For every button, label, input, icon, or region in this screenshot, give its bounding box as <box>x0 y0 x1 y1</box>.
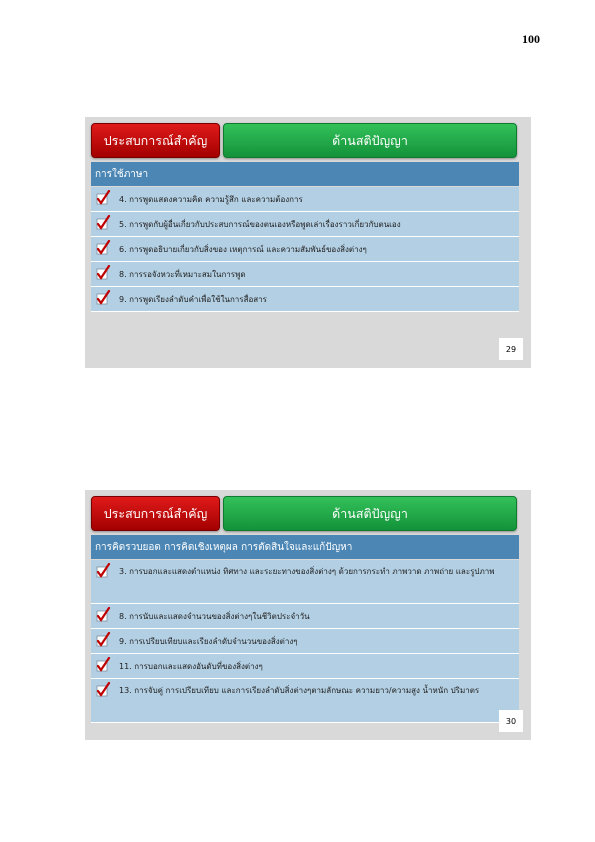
list-item <box>91 629 519 654</box>
checkmark-icon <box>91 237 115 259</box>
checkmark-icon <box>91 604 115 626</box>
item-text: 13. การจับคู่ การเปรียบเทียบ และการเรียงลำดับสิ่งต่างๆตามลักษณะ ความยาว/ความสูง น้ำหนัก ปริมาตร <box>119 686 480 695</box>
item-text: 9. การพูดเรียงลำดับคำเพื่อใช้ในการสื่อสาร <box>119 295 267 304</box>
checkmark-icon <box>91 629 115 651</box>
checkmark-icon <box>91 187 115 209</box>
list-item <box>91 187 519 212</box>
list-item <box>91 287 519 312</box>
section-title: การใช้ภาษา <box>91 162 519 186</box>
checkmark-icon <box>91 212 115 234</box>
section-title: การคิดรวบยอด การคิดเชิงเหตุผล การตัดสินใจและแก้ปัญหา <box>91 535 519 559</box>
list-item <box>91 237 519 262</box>
domain-button: ด้านสติปัญญา <box>223 123 517 158</box>
item-text: 11. การบอกและแสดงอันดับที่ของสิ่งต่างๆ <box>119 662 263 671</box>
item-text: 3. การบอกและแสดงตำแหน่ง ทิศทาง และระยะทางของสิ่งต่างๆ ด้วยการกระทำ ภาพวาด ภาพถ่าย และรูปภาพ <box>119 567 495 576</box>
checkmark-icon <box>91 287 115 309</box>
item-text: 8. การนับและแสดงจำนวนของสิ่งต่างๆในชีวิตประจำวัน <box>119 612 310 621</box>
page-number: 100 <box>522 32 540 46</box>
slide-number: 30 <box>499 710 523 732</box>
slide-number: 29 <box>499 338 523 360</box>
list-item <box>91 654 519 679</box>
slide-29 <box>85 117 531 368</box>
slide-header <box>91 496 517 531</box>
list-item <box>91 679 519 723</box>
checkmark-icon <box>91 679 115 701</box>
list-item <box>91 560 519 604</box>
item-text: 5. การพูดกับผู้อื่นเกี่ยวกับประสบการณ์ของตนเองหรือพูดเล่าเรื่องราวเกี่ยวกับตนเอง <box>119 220 401 229</box>
item-text: 9. การเปรียบเทียบและเรียงลำดับจำนวนของสิ่งต่างๆ <box>119 637 298 646</box>
item-text: 8. การรอจังหวะที่เหมาะสมในการพูด <box>119 270 246 279</box>
checkmark-icon <box>91 654 115 676</box>
checkmark-icon <box>91 560 115 582</box>
item-text: 4. การพูดแสดงความคิด ความรู้สึก และความต้องการ <box>119 195 303 204</box>
experience-button: ประสบการณ์สำคัญ <box>91 496 220 531</box>
list-item <box>91 604 519 629</box>
domain-button: ด้านสติปัญญา <box>223 496 517 531</box>
slide-header <box>91 123 517 158</box>
checkmark-icon <box>91 262 115 284</box>
experience-button: ประสบการณ์สำคัญ <box>91 123 220 158</box>
list-item <box>91 212 519 237</box>
item-text: 6. การพูดอธิบายเกี่ยวกับสิ่งของ เหตุการณ์ และความสัมพันธ์ของสิ่งต่างๆ <box>119 245 367 254</box>
item-list <box>91 560 519 723</box>
list-item <box>91 262 519 287</box>
item-list <box>91 187 519 312</box>
slide-30 <box>85 490 531 740</box>
